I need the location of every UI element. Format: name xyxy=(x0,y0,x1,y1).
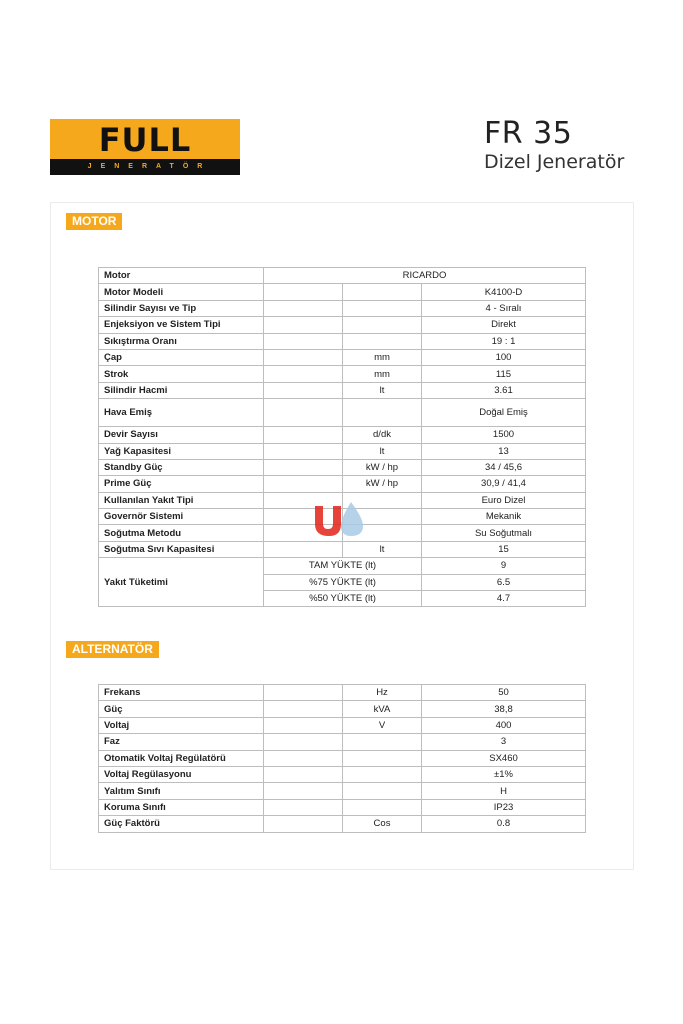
empty-cell xyxy=(264,816,343,832)
row-unit: lt xyxy=(343,382,422,398)
row-label: Devir Sayısı xyxy=(99,427,264,443)
row-value: 3.61 xyxy=(422,382,586,398)
row-label: Frekans xyxy=(99,685,264,701)
empty-cell xyxy=(264,750,343,766)
row-value: 30,9 / 41,4 xyxy=(422,476,586,492)
row-label: Voltaj Regülasyonu xyxy=(99,766,264,782)
row-value: H xyxy=(422,783,586,799)
row-label: Yağ Kapasitesi xyxy=(99,443,264,459)
table-row xyxy=(99,701,586,717)
model-title: FR 35 xyxy=(484,116,573,151)
empty-cell xyxy=(264,317,343,333)
row-value: SX460 xyxy=(422,750,586,766)
row-value: RICARDO xyxy=(264,268,586,284)
table-row xyxy=(99,300,586,316)
row-label: Soğutma Sıvı Kapasitesi xyxy=(99,541,264,557)
table-row xyxy=(99,799,586,815)
fuel-row xyxy=(99,558,586,574)
row-unit xyxy=(343,284,422,300)
table-row xyxy=(99,766,586,782)
empty-cell xyxy=(264,799,343,815)
row-value: 115 xyxy=(422,366,586,382)
table-row xyxy=(99,541,586,557)
logo-wordmark: FULL xyxy=(98,121,192,159)
empty-cell xyxy=(264,382,343,398)
row-label: Voltaj xyxy=(99,717,264,733)
fuel-label: Yakıt Tüketimi xyxy=(99,558,264,607)
row-unit: d/dk xyxy=(343,427,422,443)
row-label: Sıkıştırma Oranı xyxy=(99,333,264,349)
table-row xyxy=(99,333,586,349)
row-value: 13 xyxy=(422,443,586,459)
row-unit xyxy=(343,734,422,750)
table-row xyxy=(99,268,586,284)
fuel-load: %75 YÜKTE (lt) xyxy=(264,574,422,590)
row-label: Governör Sistemi xyxy=(99,509,264,525)
row-value: 19 : 1 xyxy=(422,333,586,349)
row-value: 4 - Sıralı xyxy=(422,300,586,316)
row-unit xyxy=(343,333,422,349)
row-unit: lt xyxy=(343,541,422,557)
table-row xyxy=(99,443,586,459)
empty-cell xyxy=(264,717,343,733)
row-unit: Hz xyxy=(343,685,422,701)
row-label: Hava Emiş xyxy=(99,399,264,427)
row-value: 0.8 xyxy=(422,816,586,832)
alternator-spec-table xyxy=(98,684,586,833)
row-unit xyxy=(343,399,422,427)
row-value: Su Soğutmalı xyxy=(422,525,586,541)
motor-spec-table xyxy=(98,267,586,607)
row-value: 15 xyxy=(422,541,586,557)
table-row xyxy=(99,284,586,300)
row-value: 50 xyxy=(422,685,586,701)
brand-logo xyxy=(50,119,240,175)
row-value: 100 xyxy=(422,349,586,365)
row-unit xyxy=(343,766,422,782)
table-row xyxy=(99,427,586,443)
model-subtitle: Dizel Jeneratör xyxy=(484,151,625,173)
empty-cell xyxy=(264,349,343,365)
empty-cell xyxy=(264,300,343,316)
table-row xyxy=(99,685,586,701)
row-label: Güç Faktörü xyxy=(99,816,264,832)
empty-cell xyxy=(264,734,343,750)
row-unit xyxy=(343,783,422,799)
table-row xyxy=(99,366,586,382)
row-unit: kW / hp xyxy=(343,459,422,475)
row-value: 400 xyxy=(422,717,586,733)
row-value: Mekanik xyxy=(422,509,586,525)
row-label: Enjeksiyon ve Sistem Tipi xyxy=(99,317,264,333)
watermark-icon xyxy=(311,498,367,540)
table-row xyxy=(99,382,586,398)
row-label: Silindir Hacmi xyxy=(99,382,264,398)
row-label: Prime Güç xyxy=(99,476,264,492)
row-unit: Cos xyxy=(343,816,422,832)
row-value: 1500 xyxy=(422,427,586,443)
row-value: IP23 xyxy=(422,799,586,815)
table-row xyxy=(99,399,586,427)
fuel-load: %50 YÜKTE (lt) xyxy=(264,591,422,607)
empty-cell xyxy=(264,443,343,459)
empty-cell xyxy=(264,685,343,701)
row-label: Kullanılan Yakıt Tipi xyxy=(99,492,264,508)
row-value: 38,8 xyxy=(422,701,586,717)
empty-cell xyxy=(264,366,343,382)
row-label: Silindir Sayısı ve Tip xyxy=(99,300,264,316)
logo-band: JENERATÖR xyxy=(50,159,240,175)
fuel-value: 4.7 xyxy=(422,591,586,607)
row-unit: kVA xyxy=(343,701,422,717)
row-value: Direkt xyxy=(422,317,586,333)
row-unit xyxy=(343,300,422,316)
row-label: Otomatik Voltaj Regülatörü xyxy=(99,750,264,766)
fuel-load: TAM YÜKTE (lt) xyxy=(264,558,422,574)
row-unit: lt xyxy=(343,443,422,459)
fuel-value: 6.5 xyxy=(422,574,586,590)
fuel-value: 9 xyxy=(422,558,586,574)
row-value: Euro Dizel xyxy=(422,492,586,508)
row-unit xyxy=(343,317,422,333)
row-label: Motor xyxy=(99,268,264,284)
row-value: 34 / 45,6 xyxy=(422,459,586,475)
empty-cell xyxy=(264,333,343,349)
row-label: Güç xyxy=(99,701,264,717)
row-unit xyxy=(343,799,422,815)
row-unit: mm xyxy=(343,349,422,365)
alternator-section-tag: ALTERNATÖR xyxy=(66,641,159,658)
row-label: Yalıtım Sınıfı xyxy=(99,783,264,799)
row-value: 3 xyxy=(422,734,586,750)
row-value: Doğal Emiş xyxy=(422,399,586,427)
table-row xyxy=(99,717,586,733)
row-unit xyxy=(343,750,422,766)
motor-section-tag: MOTOR xyxy=(66,213,122,230)
table-row xyxy=(99,459,586,475)
table-row xyxy=(99,783,586,799)
table-row xyxy=(99,476,586,492)
row-label: Çap xyxy=(99,349,264,365)
table-row xyxy=(99,750,586,766)
row-value: ±1% xyxy=(422,766,586,782)
table-row xyxy=(99,734,586,750)
row-label: Strok xyxy=(99,366,264,382)
empty-cell xyxy=(264,284,343,300)
empty-cell xyxy=(264,541,343,557)
table-row xyxy=(99,816,586,832)
table-row xyxy=(99,349,586,365)
empty-cell xyxy=(264,427,343,443)
empty-cell xyxy=(264,399,343,427)
row-label: Motor Modeli xyxy=(99,284,264,300)
empty-cell xyxy=(264,766,343,782)
row-unit: kW / hp xyxy=(343,476,422,492)
row-label: Koruma Sınıfı xyxy=(99,799,264,815)
row-unit: mm xyxy=(343,366,422,382)
row-label: Standby Güç xyxy=(99,459,264,475)
empty-cell xyxy=(264,701,343,717)
row-unit: V xyxy=(343,717,422,733)
table-row xyxy=(99,317,586,333)
row-label: Soğutma Metodu xyxy=(99,525,264,541)
row-value: K4100-D xyxy=(422,284,586,300)
row-label: Faz xyxy=(99,734,264,750)
empty-cell xyxy=(264,459,343,475)
empty-cell xyxy=(264,476,343,492)
empty-cell xyxy=(264,783,343,799)
